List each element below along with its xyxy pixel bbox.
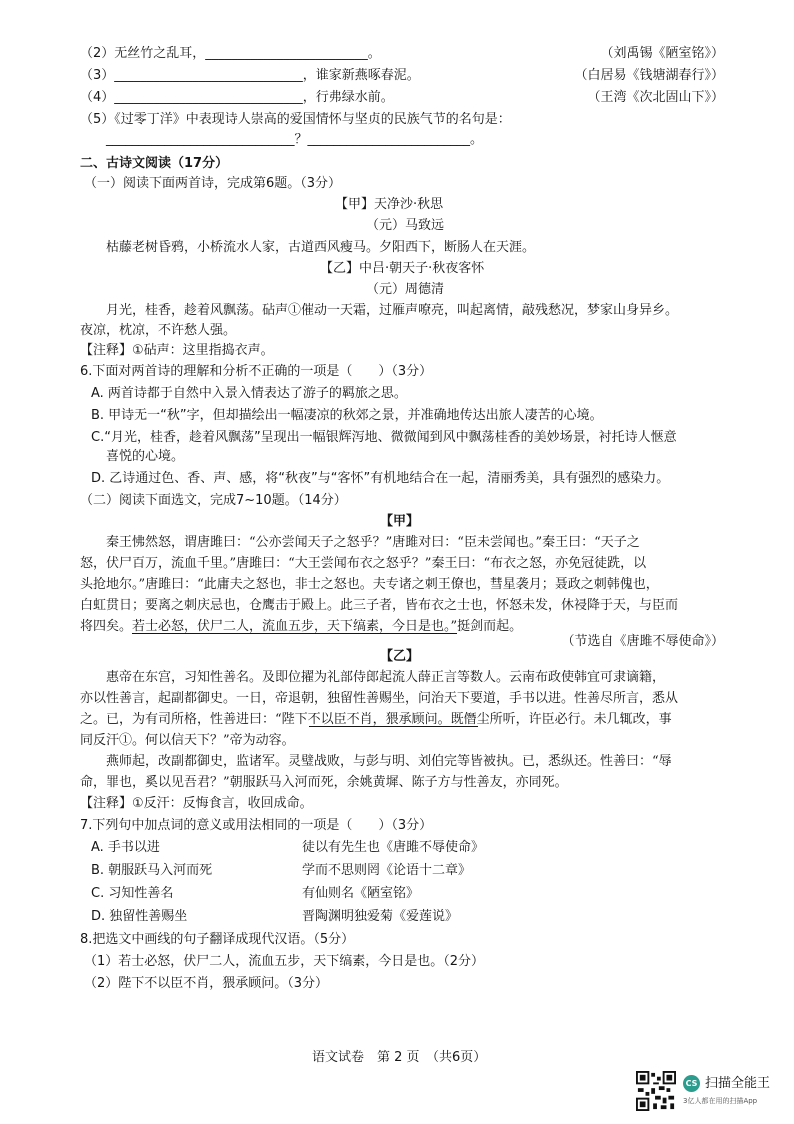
text-line: 【乙】	[380, 649, 420, 664]
text-line: 怒，伏尸百万，流血千里。”唐雎曰：“大王尝闻布衣之怒乎？”秦王曰：“布衣之怒，亦免冠徒跣，以	[80, 556, 647, 571]
text-line: 命，罪也，奚以见吾君？”朝服跃马入河而死，余姚黄墀、陈子方与性善友，亦同死。	[80, 775, 568, 790]
source-citation: （王湾《次北固山下》）	[587, 90, 724, 105]
text-line: 学而不思则罔《论语十二章》	[302, 863, 472, 878]
text-line: 亦以性善言，起副都御史。一日，帝退朝，独留性善赐坐，问治天下要道，手书以进。性善尽所言，悉从	[80, 691, 679, 706]
scanner-app-name: 扫描全能王	[705, 1076, 771, 1091]
text-line: 【注释】①反汗：反悔食言，收回成命。	[80, 796, 313, 811]
text-line: （一）阅读下面两首诗，完成第6题。（3分）	[84, 176, 342, 191]
text-line: （二）阅读下面选文，完成7~10题。（14分）	[80, 493, 347, 508]
text-line: （5）《过零丁洋》中表现诗人崇高的爱国情怀与坚贞的民族气节的名句是：	[80, 112, 511, 127]
text-line: 【注释】①砧声：这里指捣衣声。	[80, 343, 274, 358]
text-line: （4）_____________________________，行弗绿水前。	[80, 90, 394, 105]
underlined-sentence	[309, 712, 478, 728]
text-line: D. 独留性善赐坐	[91, 909, 188, 924]
text-line: 有仙则名《陋室铭》	[302, 886, 420, 901]
text-line: 惠帝在东宫，习知性善名。及即位擢为礼部侍郎起流人薛正言等数人。云南布政使韩宜可隶谪籍，	[106, 670, 666, 685]
source-citation: （刘禹锡《陋室铭》）	[600, 46, 724, 61]
text-line: 喜悦的心境。	[106, 449, 185, 464]
text-line: （2）无丝竹之乱耳，_________________________。	[80, 46, 381, 61]
underlined-sentence	[132, 619, 457, 635]
text-line: 秦王怫然怒，谓唐雎曰：“公亦尝闻天子之怒乎？”唐雎对曰：“臣未尝闻也。”秦王曰：“天子之	[106, 535, 640, 550]
text-line: A. 手书以进	[91, 840, 160, 855]
qr-code-icon	[636, 1071, 676, 1111]
source-citation: （节选自《唐雎不辱使命》）	[561, 634, 724, 649]
text-line: 【乙】中吕·朝天子·秋夜客怀	[320, 261, 485, 276]
text-line: 【甲】	[380, 514, 420, 529]
text-line: 头抢地尔。”唐雎曰：“此庸夫之怒也，非士之怒也。夫专诸之刺王僚也，彗星袭月；聂政之刺韩傀也，	[80, 577, 659, 592]
text-line: 语文试卷 第 2 页 （共6页）	[312, 1050, 487, 1065]
text-line: 二、古诗文阅读（17分）	[80, 156, 229, 171]
text-line: _____________________________？_________________________。	[106, 132, 483, 147]
scanner-tagline: 3亿人都在用的扫描App	[683, 1097, 758, 1105]
text-line: 8.把选文中画线的句子翻译成现代汉语。（5分）	[80, 932, 355, 947]
text-line: D. 乙诗通过色、香、声、感，将“秋夜”与“客怀”有机地结合在一起，清丽秀美，具有强烈的感染力。	[91, 471, 670, 486]
text-line: C.“月光，桂香，趁着风飘荡”呈现出一幅银辉泻地、微微闻到风中飘荡桂香的美妙场景，衬托诗人惬意	[91, 430, 677, 445]
text-line: （1）若士必怒，伏尸二人，流血五步，天下缟素，今日是也。（2分）	[84, 954, 485, 969]
text-line: 月光，桂香，趁着风飘荡。砧声①催动一天霜，过雁声嘹亮，叫起离情，敲残愁况，梦家山身异乡。	[106, 303, 679, 318]
text-line: 燕师起，改副都御史，监诸军。灵璧战败，与彭与明、刘伯完等皆被执。已，悉纵还。性善曰：“辱	[106, 754, 672, 769]
text-line: A. 两首诗都于自然中入景入情表达了游子的羁旅之思。	[91, 386, 407, 401]
text-line: 同反汗①。何以信天下？”帝为动容。	[80, 733, 295, 748]
text-line: 枯藤老树昏鸦，小桥流水人家，古道西风瘦马。夕阳西下，断肠人在天涯。	[106, 240, 536, 255]
text-line: 6.下面对两首诗的理解和分析不正确的一项是（ ）（3分）	[80, 364, 433, 379]
text-line: 徒以有先生也《唐雎不辱使命》	[302, 840, 485, 855]
text-line: C. 习知性善名	[91, 886, 174, 901]
text-line: （2）陛下不以臣不肖，猥承顾问。（3分）	[84, 976, 329, 991]
text-line: （3）_____________________________，谁家新燕啄春泥。	[80, 68, 420, 83]
text-line: 之。已，为有司所格，性善进曰：“陛下不以臣不肖，猥承顾问。既僭尘所听，许臣必行。未几辄改，事	[80, 712, 672, 727]
text-line: B. 朝服跃马入河而死	[91, 863, 213, 878]
text-line: 7.下列句中加点词的意义或用法相同的一项是（ ）（3分）	[80, 818, 433, 833]
source-citation: （白居易《钱塘湖春行》）	[574, 68, 724, 83]
text-line: 晋陶渊明独爱菊《爱莲说》	[302, 909, 459, 924]
camscanner-logo-icon: CS	[683, 1075, 700, 1092]
text-line: 将四矣。若士必怒，伏尸二人，流血五步，天下缟素，今日是也。”挺剑而起。	[80, 619, 523, 634]
text-line: 白虹贯日；要离之刺庆忌也，仓鹰击于殿上。此三子者，皆布衣之士也，怀怒未发，休祲降于天，与臣而	[80, 598, 679, 613]
text-line: 夜凉，枕凉，不许愁人强。	[80, 323, 237, 338]
text-line: （元）马致远	[366, 218, 445, 233]
text-line: 【甲】天净沙·秋思	[335, 197, 444, 212]
text-line: B. 甲诗无一“秋”字，但却描绘出一幅凄凉的秋郊之景，并准确地传达出旅人凄苦的心境。	[91, 408, 603, 423]
text-line: （元）周德清	[366, 282, 445, 297]
